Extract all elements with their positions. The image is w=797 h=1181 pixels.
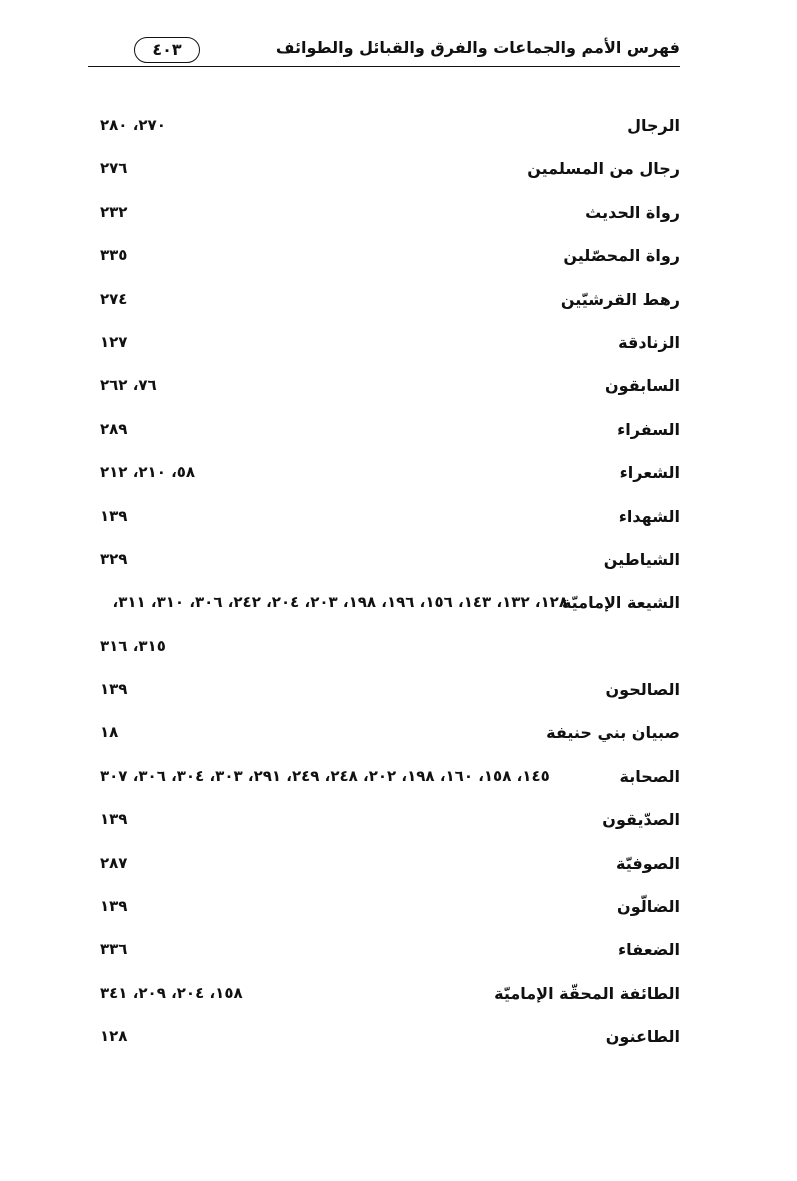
- entry-term: الشعراء: [619, 463, 680, 483]
- entry-pages: ١٥٨، ٢٠٤، ٢٠٩، ٣٤١: [100, 983, 243, 1002]
- header-title: فهرس الأمم والجماعات والفرق والقبائل والطوائف: [275, 38, 680, 57]
- entry-pages: ١٣٩: [100, 506, 128, 525]
- entry-pages: ٢٨٧: [100, 853, 128, 872]
- index-entry: [100, 240, 680, 283]
- index-entry: [100, 934, 680, 977]
- index-entry: [100, 1021, 680, 1064]
- index-entry: [100, 501, 680, 544]
- index-entry: [100, 848, 680, 891]
- entry-pages: ٣٣٥: [100, 246, 128, 265]
- entry-pages: ١٤٥، ١٥٨، ١٦٠، ١٩٨، ٢٠٢، ٢٤٨، ٢٤٩، ٢٩١، ٣٠٣، ٣٠٤، ٣٠٦، ٣٠٧: [100, 766, 550, 785]
- index-entry: [100, 717, 680, 760]
- entry-pages: ١٣٩: [100, 810, 128, 829]
- entry-pages: ٢٧٤: [100, 289, 128, 308]
- entry-term: رواة الحديث: [585, 202, 680, 222]
- index-entry: [100, 197, 680, 240]
- entry-pages: ٥٨، ٢١٠، ٢١٢: [100, 463, 196, 482]
- entry-term: السابقون: [605, 376, 680, 396]
- entry-pages: ٧٦، ٢٦٢: [100, 376, 157, 395]
- entry-term: السفراء: [617, 419, 680, 439]
- entry-pages: ١٢٨، ١٣٢، ١٤٣، ١٥٦، ١٩٦، ١٩٨، ٢٠٣، ٢٠٤، ٢٤٢، ٣٠٦، ٣١٠، ٣١١،: [112, 593, 568, 612]
- entry-term: الصدّيقون: [602, 810, 680, 830]
- entry-term: الزنادقة: [618, 332, 680, 352]
- entry-pages: ١٣٩: [100, 680, 128, 699]
- entry-term: الضعفاء: [618, 940, 680, 960]
- index-entry: [100, 587, 680, 630]
- entry-term: الصالحون: [605, 680, 680, 700]
- entry-term: رهط القرشيّين: [560, 289, 680, 309]
- entry-term: الصوفيّة: [616, 853, 680, 873]
- entry-term: الصحابة: [619, 766, 680, 786]
- index-entry: [100, 544, 680, 587]
- entry-term: الضالّون: [617, 897, 680, 917]
- entry-pages: ١٣٩: [100, 897, 128, 916]
- running-header: [88, 34, 680, 68]
- index-entries: [100, 110, 680, 1065]
- entry-term: الشيعة الإماميّة: [561, 593, 680, 613]
- entry-term: رجال من المسلمين: [527, 159, 680, 179]
- index-entry: [100, 370, 680, 413]
- index-entry: [100, 414, 680, 457]
- index-entry: [100, 327, 680, 370]
- entry-term: صبيان بني حنيفة: [546, 723, 680, 743]
- index-entry: [100, 761, 680, 804]
- index-entry: [100, 284, 680, 327]
- index-entry: [100, 978, 680, 1021]
- entry-term: الطاعنون: [605, 1027, 680, 1047]
- index-entry: [100, 891, 680, 934]
- index-entry: [100, 110, 680, 153]
- entry-term: الطائفة المحقّة الإماميّة: [494, 983, 680, 1003]
- entry-pages: ١٢٧: [100, 332, 128, 351]
- index-entry: [100, 804, 680, 847]
- entry-term: رواة المحصّلين: [563, 246, 680, 266]
- entry-term: الشهداء: [618, 506, 680, 526]
- page-number: ٤٠٣: [134, 37, 200, 63]
- index-entry: [100, 457, 680, 500]
- entry-pages: ٣٢٩: [100, 549, 128, 568]
- entry-pages: ٣٣٦: [100, 940, 128, 959]
- entry-pages: ٢٧٦: [100, 159, 128, 178]
- entry-pages: ٢٣٢: [100, 202, 128, 221]
- index-entry-continuation: [100, 631, 680, 674]
- entry-pages-continued: ٣١٥، ٣١٦: [100, 636, 166, 655]
- entry-term: الرجال: [627, 116, 680, 135]
- entry-pages: ٢٧٠، ٢٨٠: [100, 116, 166, 134]
- entry-pages: ٢٨٩: [100, 419, 128, 438]
- entry-term: الشياطين: [603, 549, 680, 569]
- entry-pages: ١٢٨: [100, 1027, 128, 1046]
- index-entry: [100, 674, 680, 717]
- header-rule: [88, 66, 680, 67]
- index-entry: [100, 153, 680, 196]
- entry-pages: ١٨: [100, 723, 119, 742]
